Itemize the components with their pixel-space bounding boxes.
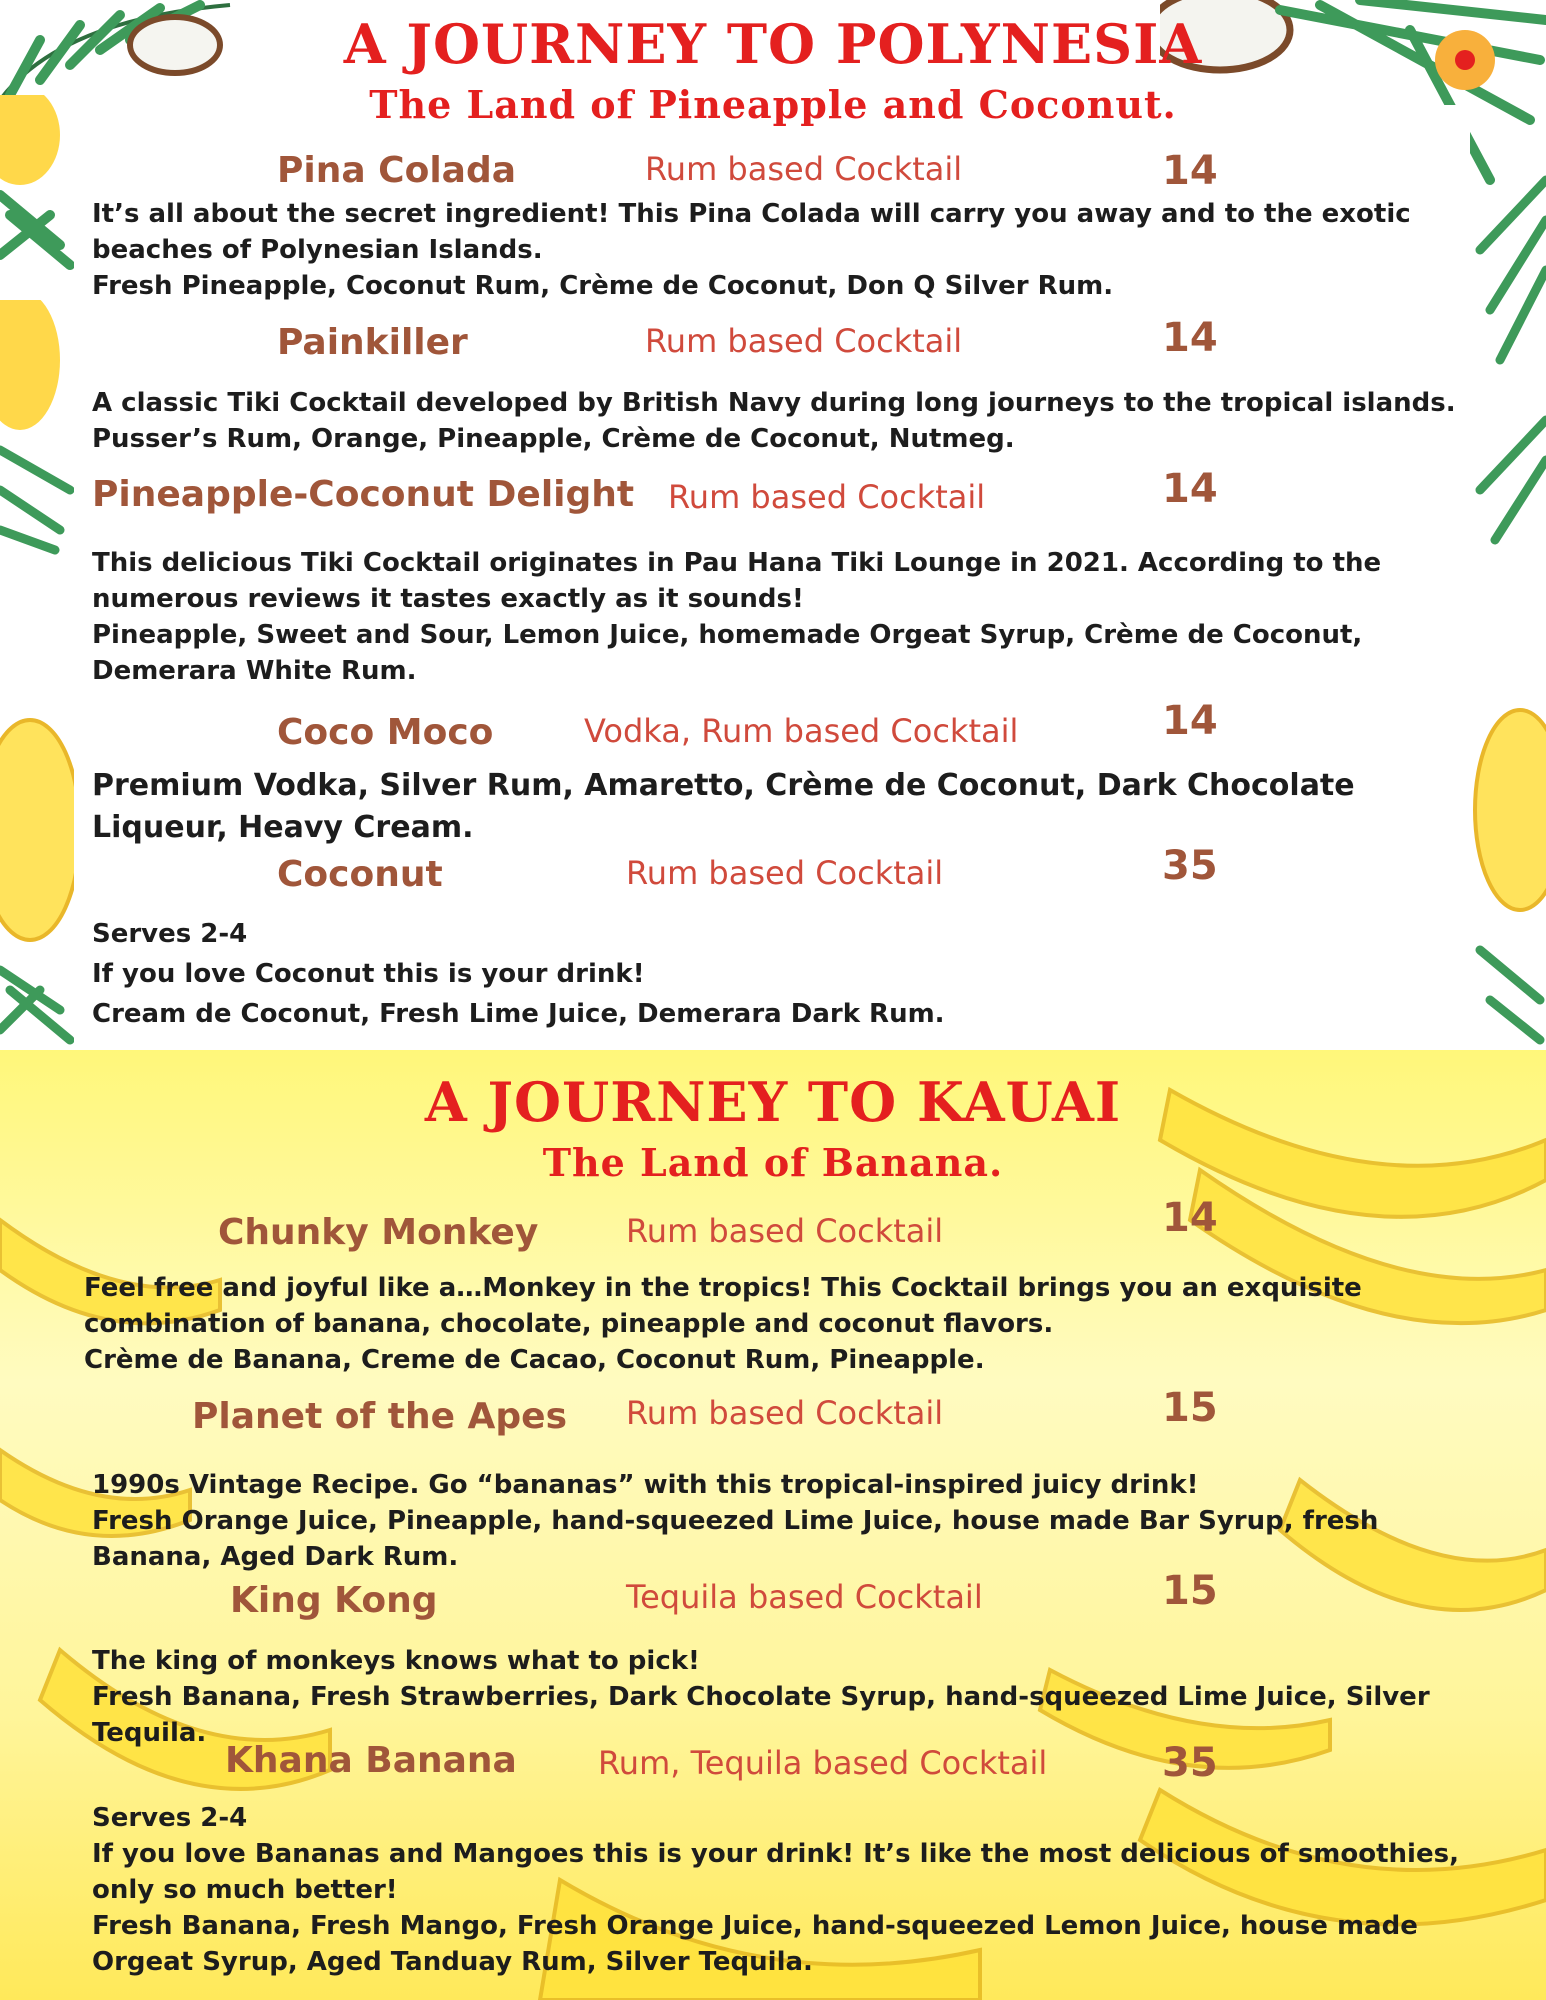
item-name-painkiller: Painkiller [277, 322, 468, 363]
section-title-kauai: A JOURNEY TO KAUAI [424, 1070, 1122, 1134]
item-type-planet-of-the-apes: Rum based Cocktail [626, 1394, 944, 1432]
palm-leaf-left-icon [0, 300, 80, 560]
item-type-pineapple-coconut-delight: Rum based Cocktail [668, 478, 986, 516]
section-subtitle-polynesia: The Land of Pineapple and Coconut. [369, 82, 1177, 127]
item-name-coconut: Coconut [277, 854, 443, 895]
item-name-pineapple-coconut-delight: Pineapple-Coconut Delight [92, 474, 635, 515]
item-type-pina-colada: Rum based Cocktail [645, 150, 963, 188]
item-description-khana-banana: Serves 2-4 If you love Bananas and Mangoes this is your drink! It’s like the most delicious of smoothies, only so much better! Fresh Banana, Fresh Mango, Fresh Orange Juice, hand-squeezed Lemon Juice, house made Orgeat Syrup, Aged Tanduay Rum, Silver Tequila. [92, 1803, 1459, 1977]
item-type-painkiller: Rum based Cocktail [645, 322, 963, 360]
item-name-chunky-monkey: Chunky Monkey [218, 1212, 539, 1253]
item-price-planet-of-the-apes: 15 [1162, 1385, 1218, 1431]
item-description-pina-colada: It’s all about the secret ingredient! This Pina Colada will carry you away and to the exotic beaches of Polynesian Islands. Fresh Pineapple, Coconut Rum, Crème de Coconut, Don Q Silver Rum. [92, 199, 1411, 301]
item-name-pina-colada: Pina Colada [277, 150, 517, 191]
item-name-planet-of-the-apes: Planet of the Apes [192, 1396, 567, 1437]
item-type-khana-banana: Rum, Tequila based Cocktail [598, 1744, 1048, 1782]
item-type-chunky-monkey: Rum based Cocktail [626, 1212, 944, 1250]
item-price-khana-banana: 35 [1162, 1740, 1218, 1786]
item-description-coconut: Serves 2-4 If you love Coconut this is your drink! Cream de Coconut, Fresh Lime Juice, Demerara Dark Rum. [92, 919, 945, 1029]
section-title-polynesia: A JOURNEY TO POLYNESIA [343, 12, 1203, 76]
item-price-pina-colada: 14 [1162, 148, 1218, 194]
item-price-king-kong: 15 [1162, 1568, 1218, 1614]
item-description-coco-moco: Premium Vodka, Silver Rum, Amaretto, Crème de Coconut, Dark Chocolate Liqueur, Heavy Cream. [92, 768, 1355, 845]
item-name-coco-moco: Coco Moco [277, 712, 494, 753]
item-description-painkiller: A classic Tiki Cocktail developed by British Navy during long journeys to the tropical islands. Pusser’s Rum, Orange, Pineapple, Crème de Coconut, Nutmeg. [92, 388, 1456, 454]
item-description-planet-of-the-apes: 1990s Vintage Recipe. Go “bananas” with this tropical-inspired juicy drink! Fresh Orange Juice, Pineapple, hand-squeezed Lime Juice, house made Bar Syrup, fresh Banana, Aged Dark Rum. [92, 1470, 1379, 1572]
item-type-coco-moco: Vodka, Rum based Cocktail [584, 712, 1019, 750]
item-name-khana-banana: Khana Banana [225, 1740, 517, 1781]
item-description-pineapple-coconut-delight: This delicious Tiki Cocktail originates in Pau Hana Tiki Lounge in 2021. According to the numerous reviews it tastes exactly as it sounds! Pineapple, Sweet and Sour, Lemon Juice, homemade Orgeat Syrup, Crème de Coconut, Demerara White Rum. [92, 548, 1382, 686]
item-type-king-kong: Tequila based Cocktail [626, 1578, 983, 1616]
item-name-king-kong: King Kong [230, 1580, 438, 1621]
item-price-coconut: 35 [1162, 843, 1218, 889]
section-subtitle-kauai: The Land of Banana. [542, 1140, 1004, 1185]
item-price-coco-moco: 14 [1162, 698, 1218, 744]
item-description-chunky-monkey: Feel free and joyful like a…Monkey in the tropics! This Cocktail brings you an exquisite combination of banana, chocolate, pineapple and coconut flavors. Crème de Banana, Creme de Cacao, Coconut Rum, Pineapple. [84, 1273, 1362, 1375]
item-description-king-kong: The king of monkeys knows what to pick! Fresh Banana, Fresh Strawberries, Dark Chocolate Syrup, hand-squeezed Lime Juice, Silver Tequila. [92, 1646, 1430, 1748]
item-price-chunky-monkey: 14 [1162, 1195, 1218, 1241]
pineapple-left-bottom-icon [0, 690, 80, 1050]
item-price-pineapple-coconut-delight: 14 [1162, 466, 1218, 512]
item-type-coconut: Rum based Cocktail [626, 854, 944, 892]
item-price-painkiller: 14 [1162, 315, 1218, 361]
